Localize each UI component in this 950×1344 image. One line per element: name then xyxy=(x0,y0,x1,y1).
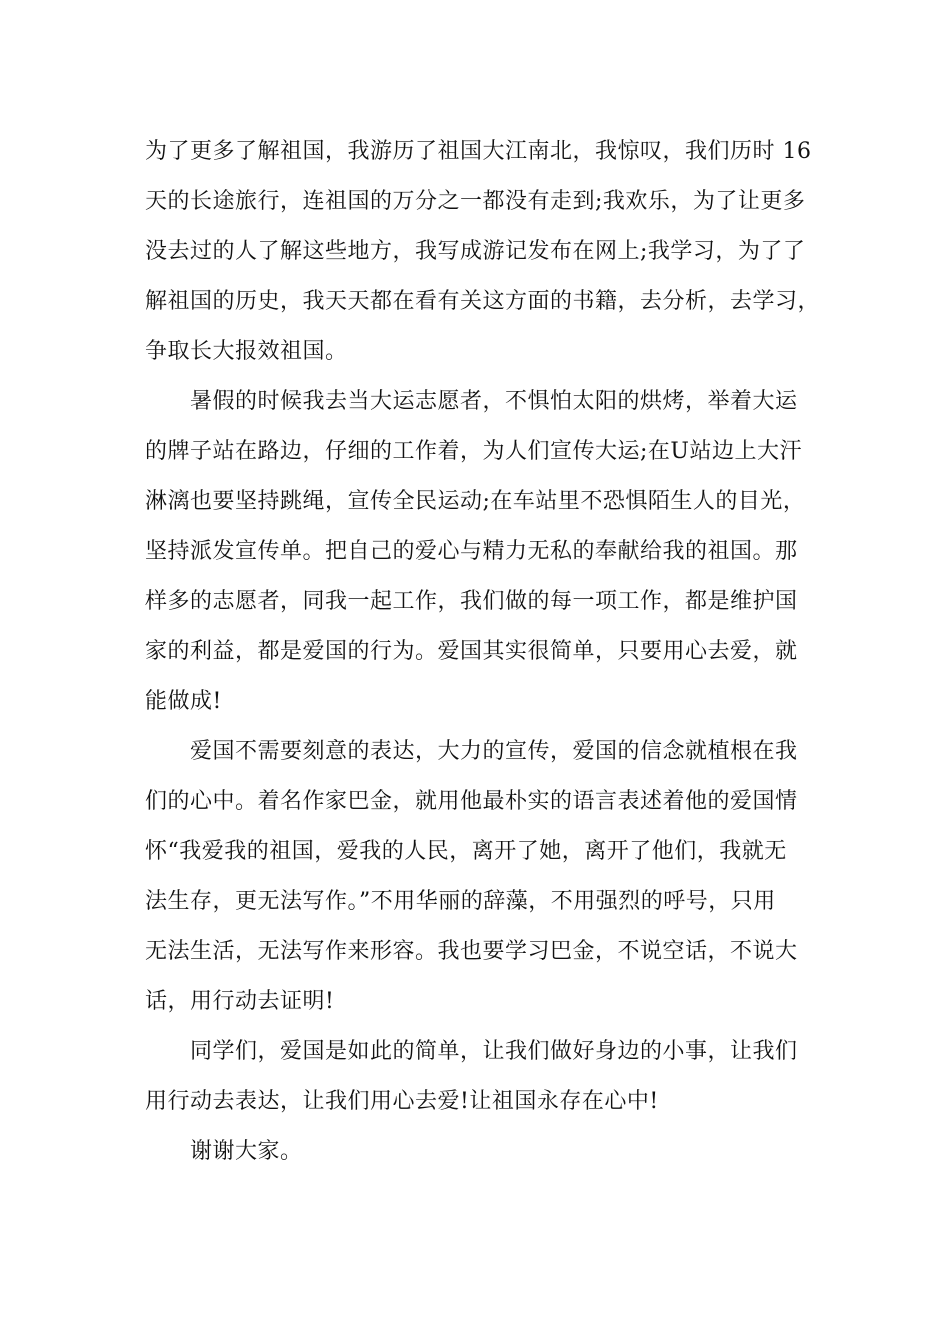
text-line: 怀“我爱我的祖国，爱我的人民，离开了她，离开了他们，我就无 xyxy=(145,839,787,864)
document-body xyxy=(145,127,825,1177)
paragraph-4 xyxy=(145,1027,825,1127)
paragraph-2 xyxy=(145,377,825,727)
text-line: 天的长途旅行，连祖国的万分之一都没有走到;我欢乐，为了让更多 xyxy=(145,189,806,214)
text-line: 争取长大报效祖国。 xyxy=(145,339,348,364)
text-line: 家的利益，都是爱国的行为。爱国其实很简单，只要用心去爱，就 xyxy=(145,639,798,664)
text-line: 无法生活，无法写作来形容。我也要学习巴金，不说空话，不说大 xyxy=(145,939,798,964)
paragraph-5 xyxy=(145,1127,825,1177)
text-line: 爱国不需要刻意的表达，大力的宣传，爱国的信念就植根在我 xyxy=(190,739,798,764)
text-line: 暑假的时候我去当大运志愿者，不惧怕太阳的烘烤，举着大运 xyxy=(190,389,798,414)
text-line: 们的心中。着名作家巴金，就用他最朴实的语言表述着他的爱国情 xyxy=(145,789,798,814)
closing-line: 谢谢大家。 xyxy=(190,1139,303,1164)
text-line: 为了更多了解祖国，我游历了祖国大江南北，我惊叹，我们历时 16 xyxy=(145,139,812,164)
text-line: 用行动去表达，让我们用心去爱!让祖国永存在心中! xyxy=(145,1089,659,1114)
paragraph-1 xyxy=(145,127,825,377)
text-line: 没去过的人了解这些地方，我写成游记发布在网上;我学习，为了了 xyxy=(145,239,806,264)
text-line: 法生存，更无法写作。”不用华丽的辞藻，不用强烈的呼号，只用 xyxy=(145,889,776,914)
text-line: 坚持派发宣传单。把自己的爱心与精力无私的奉献给我的祖国。那 xyxy=(145,539,798,564)
paragraph-3 xyxy=(145,727,825,1027)
text-line: 样多的志愿者，同我一起工作，我们做的每一项工作，都是维护国 xyxy=(145,589,798,614)
text-line: 解祖国的历史，我天天都在看有关这方面的书籍，去分析，去学习， xyxy=(145,289,821,314)
text-line: 能做成! xyxy=(145,689,222,714)
text-line: 话，用行动去证明! xyxy=(145,989,335,1014)
text-line: 同学们，爱国是如此的简单，让我们做好身边的小事，让我们 xyxy=(190,1039,798,1064)
text-line: 淋漓也要坚持跳绳，宣传全民运动;在车站里不恐惧陌生人的目光， xyxy=(145,489,806,514)
text-line: 的牌子站在路边，仔细的工作着，为人们宣传大运;在U站边上大汗 xyxy=(145,439,802,464)
